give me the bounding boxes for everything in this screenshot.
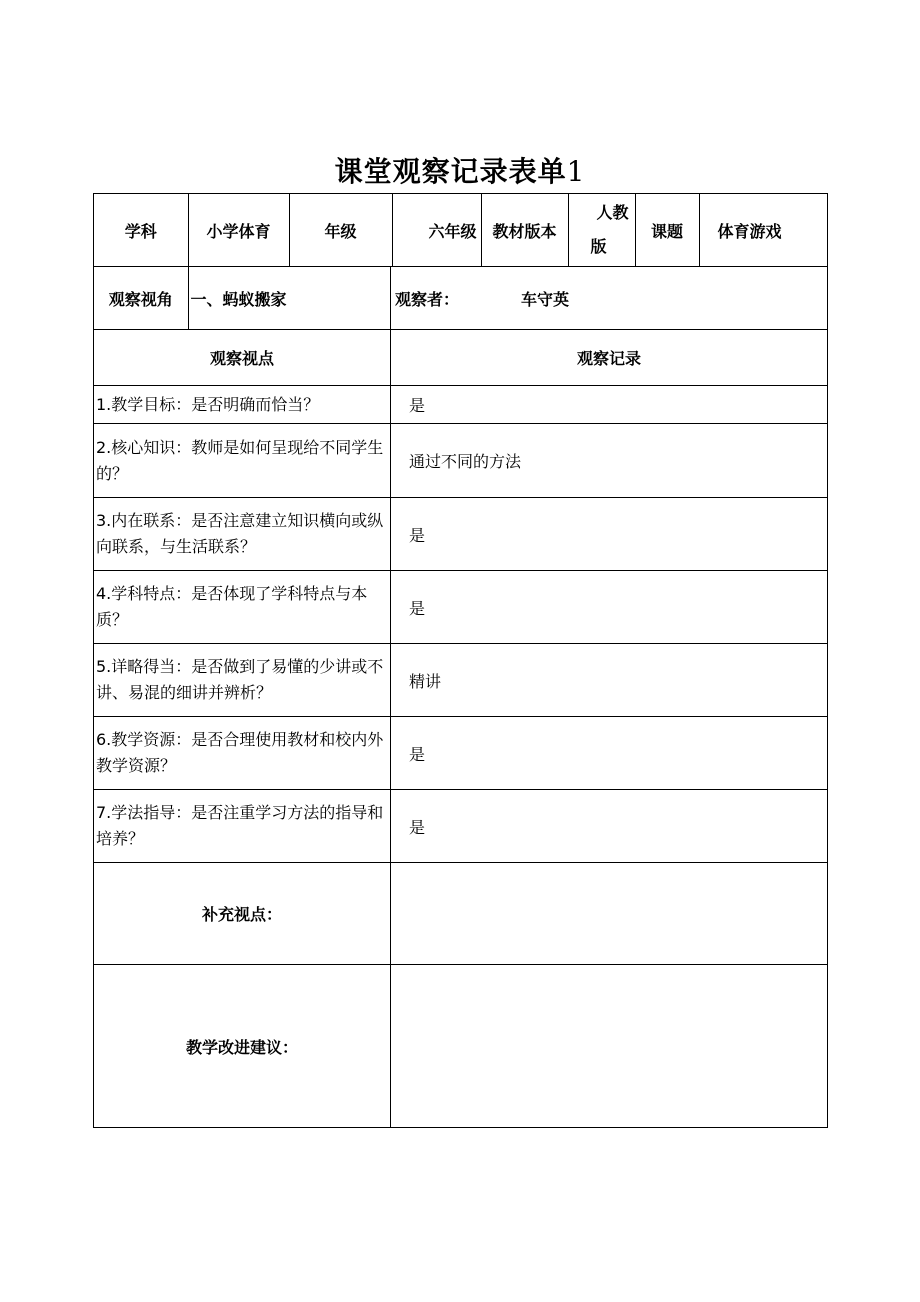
observation-form xyxy=(93,193,828,1128)
edition-value-line2: 版 xyxy=(590,237,607,256)
topic-label: 课题 xyxy=(635,194,699,266)
improvement-row xyxy=(94,965,828,1128)
supplement-row xyxy=(94,863,828,965)
observation-question: 3.内在联系：是否注意建立知识横向或纵向联系，与生活联系？ xyxy=(94,498,391,571)
observation-answer: 是 xyxy=(391,386,828,424)
observer-cell xyxy=(391,267,828,330)
table-row xyxy=(94,790,828,863)
observation-question: 4.学科特点：是否体现了学科特点与本质？ xyxy=(94,571,391,644)
improvement-label: 教学改进建议： xyxy=(94,965,391,1128)
edition-label: 教材版本 xyxy=(481,194,568,266)
supplement-value[interactable] xyxy=(391,863,828,965)
observation-answer: 是 xyxy=(391,571,828,644)
table-row xyxy=(94,498,828,571)
header-row xyxy=(94,194,828,267)
observation-question: 2.核心知识：教师是如何呈现给不同学生的？ xyxy=(94,424,391,498)
records-column-header: 观察记录 xyxy=(391,330,828,386)
observation-question: 6.教学资源：是否合理使用教材和校内外教学资源？ xyxy=(94,717,391,790)
supplement-label: 补充视点： xyxy=(94,863,391,965)
table-row xyxy=(94,571,828,644)
perspective-cell xyxy=(94,267,391,330)
observation-question: 7.学法指导：是否注重学习方法的指导和培养？ xyxy=(94,790,391,863)
title-text: 课堂观察记录表单 xyxy=(334,155,567,188)
observation-answer: 是 xyxy=(391,790,828,863)
perspective-row xyxy=(94,267,828,330)
edition-value-line1: 人教 xyxy=(596,203,629,222)
observation-question: 1.教学目标：是否明确而恰当？ xyxy=(94,386,391,424)
subject-value: 小学体育 xyxy=(188,194,289,266)
perspective-value: 一、蚂蚁搬家 xyxy=(190,289,287,309)
observer-label: 观察者： xyxy=(395,289,460,309)
observation-question: 5.详略得当：是否做到了易懂的少讲或不讲、易混的细讲并辨析？ xyxy=(94,644,391,717)
grade-value: 六年级 xyxy=(392,194,481,266)
table-row xyxy=(94,644,828,717)
table-row xyxy=(94,717,828,790)
table-row xyxy=(94,386,828,424)
subject-label: 学科 xyxy=(94,194,188,266)
improvement-value[interactable] xyxy=(391,965,828,1128)
observation-answer: 通过不同的方法 xyxy=(391,424,828,498)
column-header-row xyxy=(94,330,828,386)
observer-name: 车守英 xyxy=(521,289,570,309)
edition-value xyxy=(568,194,635,266)
perspective-label: 观察视角 xyxy=(94,267,188,329)
title-number: 1 xyxy=(566,155,586,188)
grade-label: 年级 xyxy=(289,194,392,266)
page-title xyxy=(0,150,920,190)
topic-value: 体育游戏 xyxy=(717,221,782,241)
observation-answer: 是 xyxy=(391,717,828,790)
observation-answer: 精讲 xyxy=(391,644,828,717)
observation-answer: 是 xyxy=(391,498,828,571)
points-column-header: 观察视点 xyxy=(94,330,391,386)
table-row xyxy=(94,424,828,498)
